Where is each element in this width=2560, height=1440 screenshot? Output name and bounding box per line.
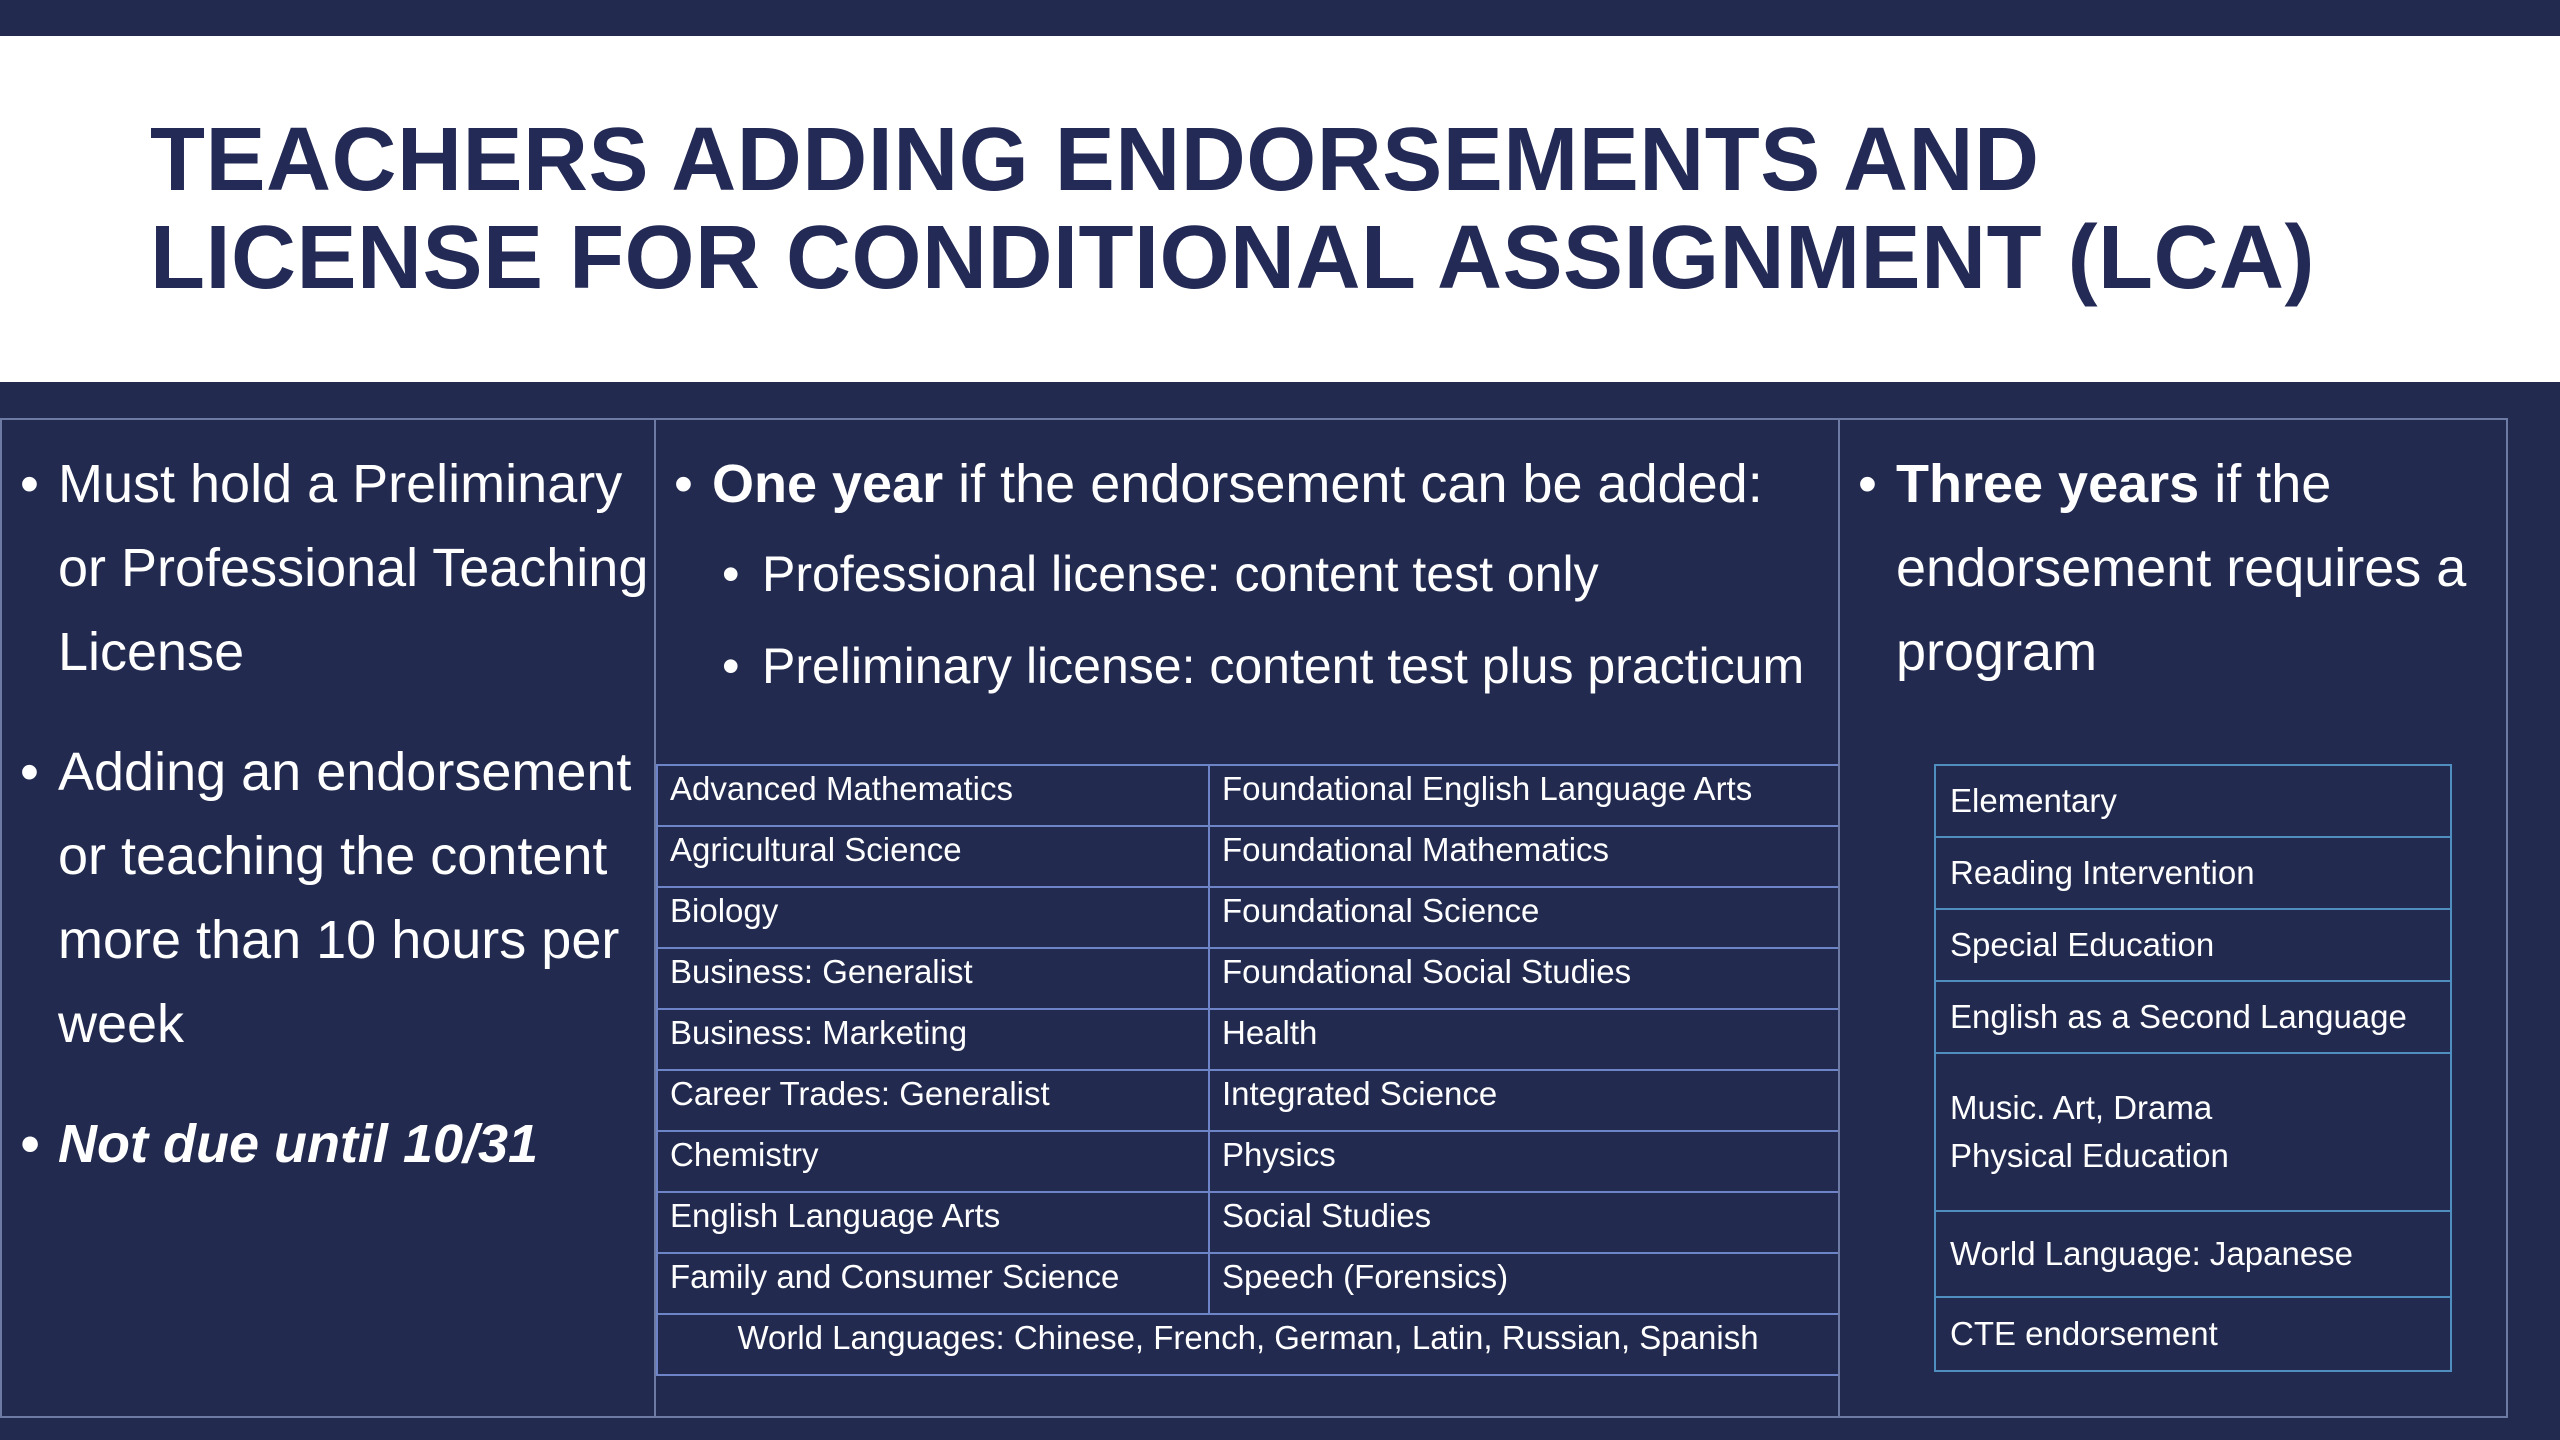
table-cell: Agricultural Science <box>657 826 1209 887</box>
three-years-heading <box>1840 442 2500 694</box>
program-endorsement-table <box>1934 764 2452 1372</box>
table-row <box>657 826 1839 887</box>
table-cell: Foundational Science <box>1209 887 1839 948</box>
right-bullet-list <box>1840 442 2500 694</box>
table-row <box>1935 1211 2451 1297</box>
music-art-drama-text: Music. Art, Drama <box>1950 1089 2213 1126</box>
table-row <box>657 1314 1839 1375</box>
table-cell: World Language: Japanese <box>1935 1211 2451 1297</box>
table-cell: Foundational English Language Arts <box>1209 765 1839 826</box>
table-cell: English as a Second Language <box>1935 981 2451 1053</box>
slide-title <box>150 111 2450 307</box>
table-cell: Business: Generalist <box>657 948 1209 1009</box>
top-band <box>0 0 2560 36</box>
license-sub-list <box>656 528 1836 712</box>
table-cell: Physics <box>1209 1131 1839 1192</box>
bullet-due-date: • Not due until 10/31 <box>2 1102 652 1186</box>
content-area <box>0 382 2560 1440</box>
table-cell: Special Education <box>1935 909 2451 981</box>
table-row <box>657 1070 1839 1131</box>
table-row <box>657 1192 1839 1253</box>
table-cell: Family and Consumer Science <box>657 1253 1209 1314</box>
table-cell: Integrated Science <box>1209 1070 1839 1131</box>
middle-text <box>656 444 1836 712</box>
table-cell: Biology <box>657 887 1209 948</box>
one-year-heading <box>656 444 1836 524</box>
sub-bullet-preliminary: • Preliminary license: content test plus practicum <box>656 620 1836 712</box>
physical-education-text: Physical Education <box>1950 1137 2229 1174</box>
left-bullet-list <box>2 442 652 1222</box>
table-row <box>1935 909 2451 981</box>
table-cell: Social Studies <box>1209 1192 1839 1253</box>
table-cell: Reading Intervention <box>1935 837 2451 909</box>
table-row <box>657 765 1839 826</box>
table-row <box>1935 765 2451 837</box>
table-row <box>1935 1297 2451 1371</box>
bullet-adding-endorsement: • Adding an endorsement or teaching the content more than 10 hours per week <box>2 730 652 1066</box>
table-cell: Speech (Forensics) <box>1209 1253 1839 1314</box>
world-languages-cell: World Languages: Chinese, French, German, Latin, Russian, Spanish <box>657 1314 1839 1375</box>
table-cell: Foundational Social Studies <box>1209 948 1839 1009</box>
right-panel <box>1838 418 2508 1418</box>
bullet-license-requirement: • Must hold a Preliminary or Professional Teaching License <box>2 442 652 694</box>
table-cell: Career Trades: Generalist <box>657 1070 1209 1131</box>
title-line-2: LICENSE FOR CONDITIONAL ASSIGNMENT (LCA) <box>150 208 2315 308</box>
sub-bullet-professional: • Professional license: content test only <box>656 528 1836 620</box>
title-line-1: TEACHERS ADDING ENDORSEMENTS AND <box>150 110 2040 210</box>
table-row <box>657 887 1839 948</box>
table-cell: Elementary <box>1935 765 2451 837</box>
table-row <box>1935 1053 2451 1211</box>
table-cell: Advanced Mathematics <box>657 765 1209 826</box>
table-cell: Chemistry <box>657 1131 1209 1192</box>
three-years-rest: if the endorsement requires a program <box>1896 454 2467 682</box>
table-cell: English Language Arts <box>657 1192 1209 1253</box>
table-row <box>1935 981 2451 1053</box>
table-cell: Health <box>1209 1009 1839 1070</box>
three-years-bold: Three years <box>1896 454 2200 514</box>
middle-panel <box>654 418 1840 1418</box>
left-panel <box>0 418 656 1418</box>
table-cell <box>1935 1053 2451 1211</box>
one-year-endorsement-table <box>656 764 1840 1376</box>
title-area <box>0 36 2560 382</box>
one-year-bold: One year <box>712 454 944 514</box>
table-cell: CTE endorsement <box>1935 1297 2451 1371</box>
table-cell: Business: Marketing <box>657 1009 1209 1070</box>
one-year-rest: if the endorsement can be added: <box>943 454 1763 514</box>
table-row <box>657 1009 1839 1070</box>
table-row <box>657 1253 1839 1314</box>
table-row <box>657 948 1839 1009</box>
middle-bullet-list <box>656 444 1836 524</box>
table-row <box>657 1131 1839 1192</box>
table-cell: Foundational Mathematics <box>1209 826 1839 887</box>
table-row <box>1935 837 2451 909</box>
